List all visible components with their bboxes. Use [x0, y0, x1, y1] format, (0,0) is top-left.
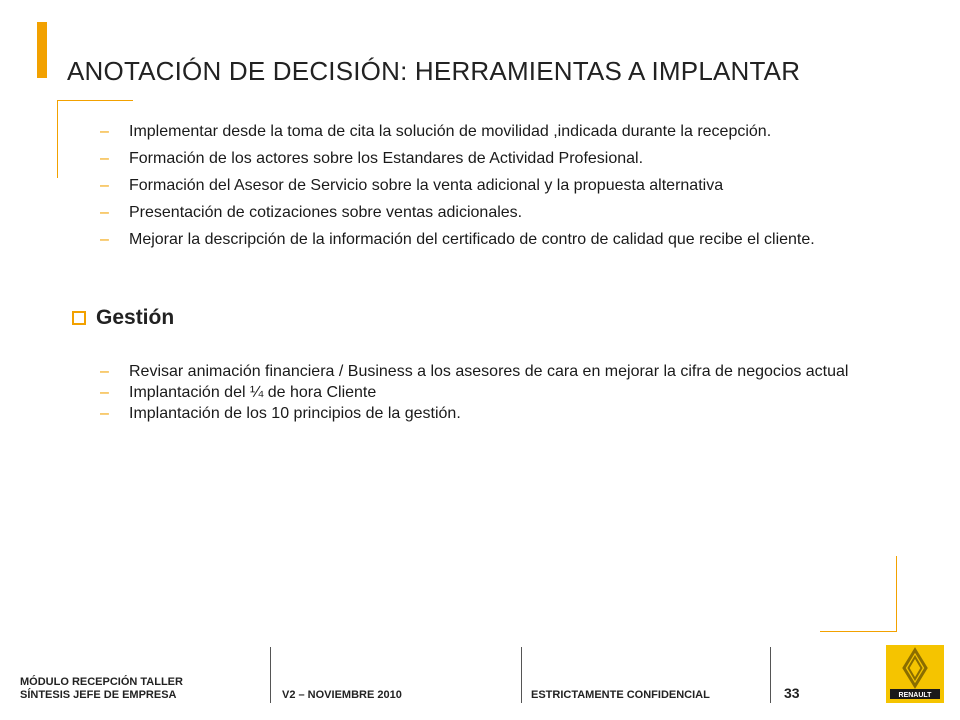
- corner-rule-bottom-horizontal: [820, 631, 897, 632]
- bullet-dash: –: [100, 123, 109, 140]
- renault-logo: [886, 645, 944, 703]
- footer-module-line2: SÍNTESIS JEFE DE EMPRESA: [20, 689, 177, 701]
- footer-version: V2 – NOVIEMBRE 2010: [282, 689, 402, 701]
- list-item: [100, 226, 860, 253]
- corner-rule-top-vertical: [57, 100, 58, 178]
- list-item: [100, 361, 860, 382]
- bullet-dash: –: [100, 150, 109, 167]
- list-item-text: Revisar animación financiera / Business a los asesores de cara en mejorar la cifra de negocios actual: [129, 363, 849, 380]
- footer-divider: [770, 647, 771, 703]
- bullet-dash: –: [100, 177, 109, 194]
- list-item: [100, 199, 860, 226]
- decision-list: [100, 118, 860, 253]
- footer-module: [20, 676, 183, 702]
- list-item-text: Implantación de los 10 principios de la gestión.: [129, 405, 461, 422]
- list-item-text: Presentación de cotizaciones sobre ventas adicionales.: [129, 204, 523, 221]
- management-list: [100, 361, 860, 424]
- list-item: [100, 403, 860, 424]
- corner-rule-bottom-vertical: [896, 556, 897, 632]
- bullet-dash: –: [100, 384, 109, 401]
- list-item: [100, 382, 860, 403]
- page-number: 33: [784, 685, 800, 701]
- bullet-dash: –: [100, 204, 109, 221]
- footer-confidential: ESTRICTAMENTE CONFIDENCIAL: [531, 689, 710, 701]
- list-item-text: Implantación del ¼ de hora Cliente: [129, 384, 377, 401]
- list-item-text: Mejorar la descripción de la información del certificado de contro de calidad que recibe el cliente.: [129, 231, 815, 248]
- checkbox-square-icon: [72, 311, 86, 325]
- logo-text: RENAULT: [898, 692, 932, 699]
- list-item: [100, 145, 860, 172]
- footer-divider: [521, 647, 522, 703]
- page-title: ANOTACIÓN DE DECISIÓN: HERRAMIENTAS A IMPLANTAR: [67, 56, 801, 86]
- corner-rule-top-horizontal: [57, 100, 133, 101]
- section-heading-text: Gestión: [96, 306, 175, 329]
- bullet-dash: –: [100, 363, 109, 380]
- list-item: [100, 118, 860, 145]
- list-item-text: Formación de los actores sobre los Estandares de Actividad Profesional.: [129, 150, 644, 167]
- footer-divider: [270, 647, 271, 703]
- list-item-text: Formación del Asesor de Servicio sobre la venta adicional y la propuesta alternativa: [129, 177, 724, 194]
- list-item-text: Implementar desde la toma de cita la solución de movilidad ,indicada durante la recepción.: [129, 123, 772, 140]
- bullet-dash: –: [100, 405, 109, 422]
- renault-diamond-icon: [886, 645, 944, 703]
- list-item: [100, 172, 860, 199]
- section-heading: [72, 306, 174, 330]
- footer-module-line1: MÓDULO RECEPCIÓN TALLER: [20, 676, 183, 688]
- title-accent-bar: [37, 22, 47, 78]
- bullet-dash: –: [100, 231, 109, 248]
